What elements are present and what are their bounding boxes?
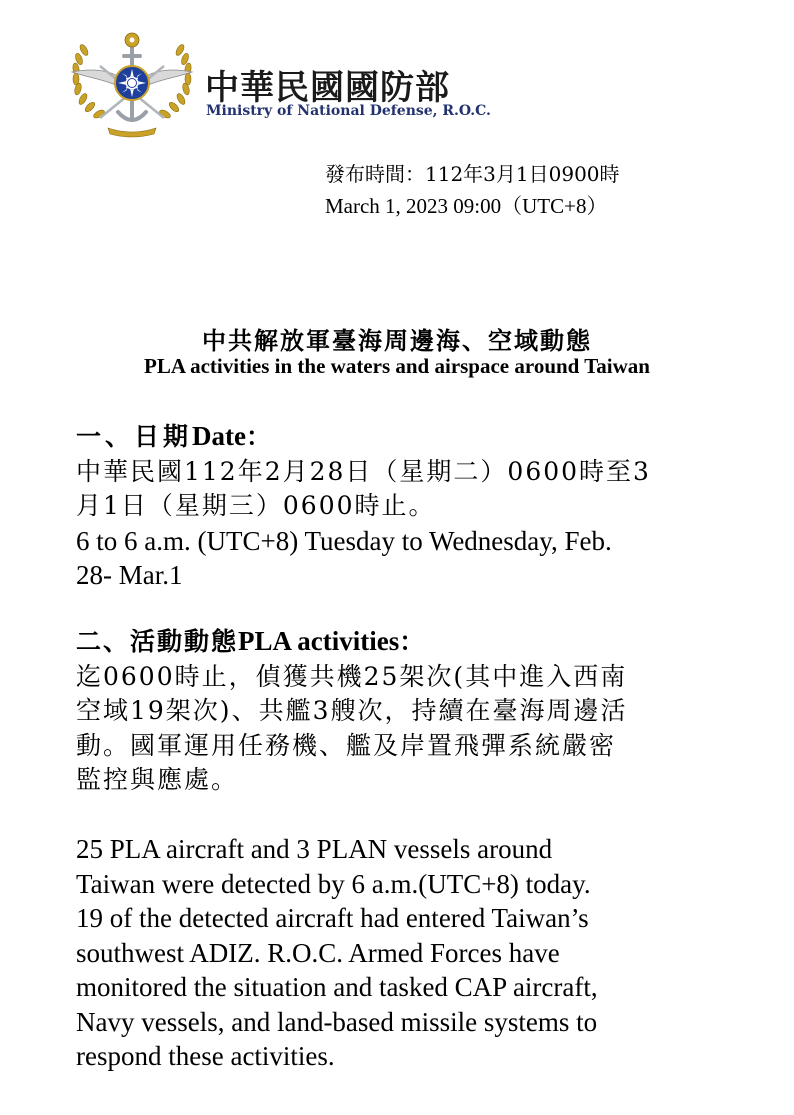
release-time-zh: 發布時間：112年3月1日0900時 (325, 162, 620, 186)
activities-en-paragraph (76, 832, 726, 1074)
activities-en-line: southwest ADIZ. R.O.C. Armed Forces have (76, 937, 560, 968)
section-date (76, 419, 726, 593)
mnd-emblem-logo (62, 28, 202, 140)
activities-zh-line: 監控與應處。 (76, 765, 239, 794)
section-activities-heading-en: PLA activities (238, 626, 400, 656)
activities-zh-line: 空域19架次)、共艦3艘次，持續在臺海周邊活 (76, 696, 628, 725)
activities-en-line: Taiwan were detected by 6 a.m.(UTC+8) today. (76, 868, 591, 899)
section-date-heading (76, 419, 726, 455)
org-name-en: Ministry of National Defense, R.O.C. (206, 103, 491, 119)
activities-en-line: 25 PLA aircraft and 3 PLAN vessels around (76, 834, 553, 864)
title-zh: 中共解放軍臺海周邊海、空域動態 (202, 326, 592, 355)
activities-zh-line: 動。國軍運用任務機、艦及岸置飛彈系統嚴密 (76, 730, 617, 760)
release-time-en: March 1, 2023 09:00（UTC+8） (325, 194, 608, 218)
activities-en-line: 19 of the detected aircraft had entered Taiwan’s (76, 903, 589, 933)
activities-en-line: Navy vessels, and land-based missile systems to (76, 1006, 598, 1037)
activities-zh-line: 迄0600時止，偵獲共機25架次(其中進入西南 (76, 661, 628, 691)
title-en: PLA activities in the waters and airspace around Taiwan (144, 354, 650, 378)
activities-en-line: monitored the situation and tasked CAP aircraft, (76, 972, 598, 1002)
section-date-text-en-1: 6 to 6 a.m. (UTC+8) Tuesday to Wednesday, Feb. (76, 525, 612, 556)
section-date-text-en-2: 28- Mar.1 (76, 560, 183, 590)
org-name-zh: 中華民國國防部 (205, 68, 450, 108)
section-activities (76, 624, 726, 798)
release-time (325, 158, 620, 222)
section-date-text-zh-1: 中華民國112年2月28日（星期二）0600時至3 (76, 456, 651, 486)
section-activities-heading-zh: 二、活動動態 (76, 627, 239, 656)
section-activities-heading-colon: ： (399, 627, 425, 656)
section-date-heading-en: Date (192, 421, 246, 451)
section-date-text-zh-2: 月1日（星期三）0600時止。 (76, 491, 436, 520)
activities-en-line: respond these activities. (76, 1041, 335, 1071)
section-activities-heading (76, 624, 726, 660)
section-date-heading-zh: 一、日期 (76, 422, 193, 451)
section-date-heading-colon: ： (246, 422, 272, 451)
